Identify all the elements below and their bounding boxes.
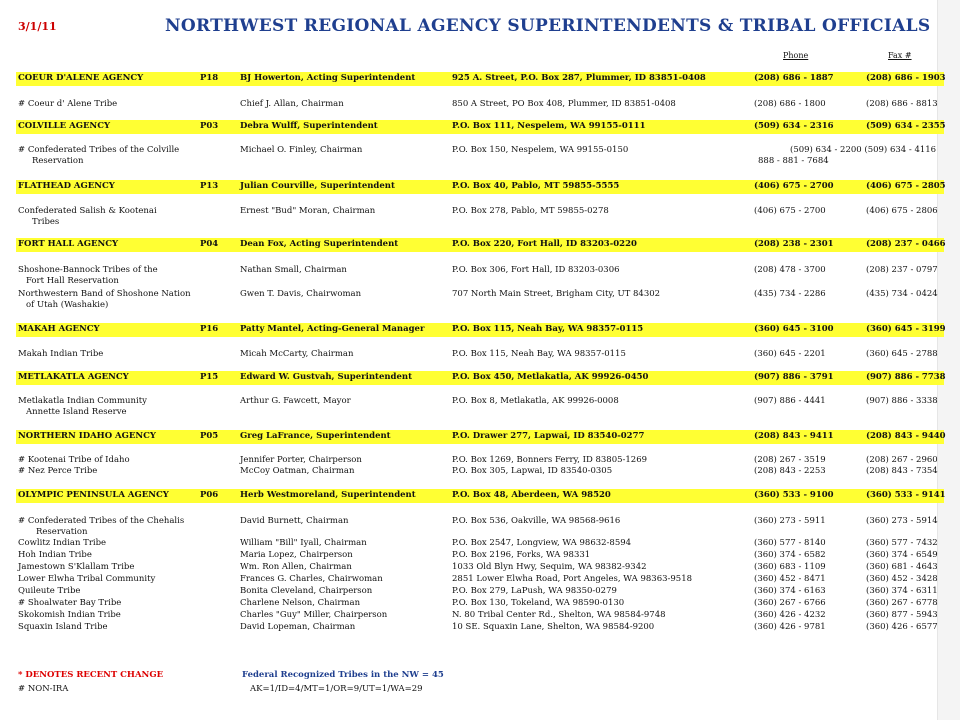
agency-official: Dean Fox, Acting Superintendent — [240, 239, 399, 249]
agency-phone: (208) 843 - 9411 — [754, 431, 834, 441]
tribe-phone: (406) 675 - 2700 — [754, 206, 826, 216]
tribe-address: P.O. Box 2547, Longview, WA 98632-8594 — [452, 538, 632, 548]
tribe-row-cont — [16, 299, 944, 313]
agency-phone: (406) 675 - 2700 — [754, 181, 834, 191]
tribe-address: P.O. Box 130, Tokeland, WA 98590-0130 — [452, 598, 625, 608]
federal-state-breakdown: AK=1/ID=4/MT=1/OR=9/UT=1/WA=29 — [250, 684, 423, 694]
agency-code: P18 — [200, 73, 219, 83]
agency-fax: (907) 886 - 7738 — [866, 372, 946, 382]
tribe-row — [16, 348, 944, 362]
tribe-phone: (360) 267 - 6766 — [754, 598, 826, 608]
agency-phone: (360) 533 - 9100 — [754, 490, 834, 500]
tribe-name: Shoshone-Bannock Tribes of the — [18, 265, 158, 275]
tribe-address: P.O. Box 536, Oakville, WA 98568-9616 — [452, 516, 621, 526]
tribe-address: P.O. Box 8, Metlakatla, AK 99926-0008 — [452, 396, 619, 406]
tribe-official: Nathan Small, Chairman — [240, 265, 347, 275]
agency-code: P06 — [200, 490, 219, 500]
agency-fax: (360) 645 - 3199 — [866, 324, 946, 334]
agency-row-flathead — [16, 180, 944, 194]
agency-name: NORTHERN IDAHO AGENCY — [18, 431, 156, 441]
tribe-official: Chief J. Allan, Chairman — [240, 99, 344, 109]
agency-row-northern-idaho — [16, 430, 944, 444]
tribe-official: Micah McCarty, Chairman — [240, 349, 354, 359]
tribe-official: Bonita Cleveland, Chairperson — [240, 586, 373, 596]
tribe-name: Metlakatla Indian Community — [18, 396, 147, 406]
tribe-name: # Coeur d' Alene Tribe — [18, 99, 118, 109]
agency-address: P.O. Box 115, Neah Bay, WA 98357-0115 — [452, 324, 644, 334]
tribe-fax: (360) 452 - 3428 — [866, 574, 938, 584]
phone-column-header: Phone — [783, 51, 809, 60]
fax-column-header: Fax # — [888, 51, 912, 60]
tribe-name-cont: Reservation — [36, 527, 88, 537]
tribe-name: Confederated Salish & Kootenai — [18, 206, 157, 216]
tribe-row — [16, 621, 944, 635]
tribe-official: Jennifer Porter, Chairperson — [240, 455, 362, 465]
tribe-fax: (208) 267 - 2960 — [866, 455, 938, 465]
tribe-fax: (360) 577 - 7432 — [866, 538, 938, 548]
tribe-name-cont: Fort Hall Reservation — [26, 276, 119, 286]
tribe-address: 850 A Street, PO Box 408, Plummer, ID 83851-0408 — [452, 99, 676, 109]
tribe-phone: (360) 374 - 6163 — [754, 586, 826, 596]
tribe-row — [16, 465, 944, 479]
tribe-address: 10 SE. Squaxin Lane, Shelton, WA 98584-9200 — [452, 622, 655, 632]
agency-address: P.O. Box 40, Pablo, MT 59855-5555 — [452, 181, 620, 191]
agency-row-makah — [16, 323, 944, 337]
legend-non-ira: # NON-IRA — [18, 684, 69, 694]
tribe-fax: (208) 843 - 7354 — [866, 466, 938, 476]
tribe-name-cont: of Utah (Washakie) — [26, 300, 109, 310]
agency-phone: (509) 634 - 2316 — [754, 121, 834, 131]
tribe-fax: (360) 273 - 5914 — [866, 516, 938, 526]
tribe-fax: (907) 886 - 3338 — [866, 396, 938, 406]
tribe-address: P.O. Box 306, Fort Hall, ID 83203-0306 — [452, 265, 620, 275]
tribe-name: # Confederated Tribes of the Chehalis — [18, 516, 185, 526]
tribe-fax: (360) 267 - 6778 — [866, 598, 938, 608]
tribe-name: Quileute Tribe — [18, 586, 81, 596]
tribe-phone: (360) 273 - 5911 — [754, 516, 826, 526]
tribe-address: P.O. Box 150, Nespelem, WA 99155-0150 — [452, 145, 629, 155]
tribe-address: P.O. Box 305, Lapwai, ID 83540-0305 — [452, 466, 613, 476]
agency-name: COLVILLE AGENCY — [18, 121, 111, 131]
tribe-official: David Burnett, Chairman — [240, 516, 349, 526]
tribe-address: 707 North Main Street, Brigham City, UT 84302 — [452, 289, 661, 299]
tribe-phone: (509) 634 - 2200 (509) 634 - 4116 — [790, 145, 937, 155]
tribe-name-cont: Reservation — [32, 156, 84, 166]
tribe-address: P.O. Box 2196, Forks, WA 98331 — [452, 550, 591, 560]
tribe-address: P.O. Box 279, LaPush, WA 98350-0279 — [452, 586, 617, 596]
tribe-official: David Lopeman, Chairman — [240, 622, 356, 632]
tribe-address: 2851 Lower Elwha Road, Port Angeles, WA 98363-9518 — [452, 574, 693, 584]
tribe-name: Cowlitz Indian Tribe — [18, 538, 107, 548]
tribe-phone: (360) 426 - 4232 — [754, 610, 826, 620]
tribe-fax: (208) 237 - 0797 — [866, 265, 938, 275]
tribe-name: Jamestown S'Klallam Tribe — [18, 562, 135, 572]
agency-address: P.O. Box 450, Metlakatla, AK 99926-0450 — [452, 372, 649, 382]
tribe-address: 1033 Old Blyn Hwy, Sequim, WA 98382-9342 — [452, 562, 647, 572]
tribe-name: # Kootenai Tribe of Idaho — [18, 455, 130, 465]
tribe-official: Charlene Nelson, Chairman — [240, 598, 361, 608]
tribe-name: Squaxin Island Tribe — [18, 622, 108, 632]
agency-fax: (406) 675 - 2805 — [866, 181, 946, 191]
agency-fax: (208) 686 - 1903 — [866, 73, 946, 83]
tribe-official: Wm. Ron Allen, Chairman — [240, 562, 352, 572]
tribe-row — [16, 98, 944, 112]
agency-address: P.O. Box 220, Fort Hall, ID 83203-0220 — [452, 239, 637, 249]
document-title: NORTHWEST REGIONAL AGENCY SUPERINTENDENTS & TRIBAL OFFICIALS — [165, 16, 931, 36]
tribe-official: Arthur G. Fawcett, Mayor — [240, 396, 351, 406]
tribe-phone: (360) 452 - 8471 — [754, 574, 826, 584]
tribe-phone: (360) 426 - 9781 — [754, 622, 826, 632]
agency-row-colville — [16, 120, 944, 134]
agency-row-metlakatla — [16, 371, 944, 385]
agency-name: MAKAH AGENCY — [18, 324, 100, 334]
agency-official: Greg LaFrance, Superintendent — [240, 431, 391, 441]
agency-code: P04 — [200, 239, 219, 249]
tribe-phone: (208) 478 - 3700 — [754, 265, 826, 275]
tribe-official: Michael O. Finley, Chairman — [240, 145, 363, 155]
agency-official: Herb Westmoreland, Superintendent — [240, 490, 416, 500]
agency-row-olympic-peninsula — [16, 489, 944, 503]
tribe-phone: (208) 686 - 1800 — [754, 99, 826, 109]
tribe-fax: 888 - 881 - 7684 — [758, 156, 829, 166]
tribe-official: McCoy Oatman, Chairman — [240, 466, 355, 476]
agency-phone: (208) 686 - 1887 — [754, 73, 834, 83]
tribe-fax: (435) 734 - 0424 — [866, 289, 938, 299]
tribe-name-cont: Annette Island Reserve — [26, 407, 127, 417]
agency-official: Edward W. Gustvah, Superintendent — [240, 372, 412, 382]
tribe-phone: (435) 734 - 2286 — [754, 289, 826, 299]
tribe-fax: (360) 426 - 6577 — [866, 622, 938, 632]
tribe-fax: (360) 877 - 5943 — [866, 610, 938, 620]
tribe-row-cont — [16, 406, 944, 420]
agency-code: P03 — [200, 121, 219, 131]
tribe-name: Makah Indian Tribe — [18, 349, 104, 359]
tribe-phone: (208) 267 - 3519 — [754, 455, 826, 465]
tribe-official: William "Bill" Iyall, Chairman — [240, 538, 367, 548]
tribe-row-cont — [16, 216, 944, 230]
agency-code: P15 — [200, 372, 219, 382]
agency-phone: (907) 886 - 3791 — [754, 372, 834, 382]
agency-row-fort-hall — [16, 238, 944, 252]
tribe-official: Maria Lopez, Chairperson — [240, 550, 353, 560]
legend-recent-change: * DENOTES RECENT CHANGE — [18, 670, 164, 680]
agency-fax: (208) 237 - 0466 — [866, 239, 946, 249]
agency-fax: (509) 634 - 2355 — [866, 121, 946, 131]
tribe-official: Charles "Guy" Miller, Chairperson — [240, 610, 388, 620]
tribe-name: Skokomish Indian Tribe — [18, 610, 121, 620]
tribe-address: N. 80 Tribal Center Rd., Shelton, WA 98584-9748 — [452, 610, 666, 620]
agency-row-coeur-dalene — [16, 72, 944, 86]
tribe-address: P.O. Box 278, Pablo, MT 59855-0278 — [452, 206, 609, 216]
document-date: 3/1/11 — [18, 20, 57, 33]
federal-recognized-count: Federal Recognized Tribes in the NW = 45 — [242, 670, 444, 680]
agency-official: BJ Howerton, Acting Superintendent — [240, 73, 416, 83]
agency-address: P.O. Drawer 277, Lapwai, ID 83540-0277 — [452, 431, 645, 441]
tribe-row-cont — [16, 275, 944, 289]
tribe-phone: (907) 886 - 4441 — [754, 396, 826, 406]
tribe-row-cont — [16, 155, 944, 169]
agency-address: 925 A. Street, P.O. Box 287, Plummer, ID 83851-0408 — [452, 73, 706, 83]
tribe-name: Lower Elwha Tribal Community — [18, 574, 156, 584]
tribe-phone: (360) 683 - 1109 — [754, 562, 826, 572]
agency-name: OLYMPIC PENINSULA AGENCY — [18, 490, 169, 500]
agency-address: P.O. Box 48, Aberdeen, WA 98520 — [452, 490, 611, 500]
tribe-fax: (360) 374 - 6311 — [866, 586, 938, 596]
agency-fax: (208) 843 - 9440 — [866, 431, 946, 441]
tribe-address: P.O. Box 1269, Bonners Ferry, ID 83805-1269 — [452, 455, 648, 465]
tribe-fax: (208) 686 - 8813 — [866, 99, 938, 109]
agency-address: P.O. Box 111, Nespelem, WA 99155-0111 — [452, 121, 646, 131]
agency-name: METLAKATLA AGENCY — [18, 372, 129, 382]
agency-official: Debra Wulff, Superintendent — [240, 121, 378, 131]
agency-phone: (208) 238 - 2301 — [754, 239, 834, 249]
tribe-fax: (406) 675 - 2806 — [866, 206, 938, 216]
tribe-name: # Nez Perce Tribe — [18, 466, 98, 476]
tribe-name-cont: Tribes — [32, 217, 60, 227]
agency-name: FORT HALL AGENCY — [18, 239, 119, 249]
tribe-fax: (360) 681 - 4643 — [866, 562, 938, 572]
agency-code: P05 — [200, 431, 219, 441]
tribe-official: Gwen T. Davis, Chairwoman — [240, 289, 362, 299]
tribe-official: Ernest "Bud" Moran, Chairman — [240, 206, 376, 216]
agency-name: FLATHEAD AGENCY — [18, 181, 115, 191]
tribe-name: # Shoalwater Bay Tribe — [18, 598, 122, 608]
agency-code: P13 — [200, 181, 219, 191]
tribe-official: Frances G. Charles, Chairwoman — [240, 574, 383, 584]
agency-fax: (360) 533 - 9141 — [866, 490, 946, 500]
agency-official: Julian Courville, Superintendent — [240, 181, 395, 191]
tribe-address: P.O. Box 115, Neah Bay, WA 98357-0115 — [452, 349, 626, 359]
agency-official: Patty Mantel, Acting-General Manager — [240, 324, 425, 334]
agency-code: P16 — [200, 324, 219, 334]
tribe-name: Hoh Indian Tribe — [18, 550, 92, 560]
tribe-fax: (360) 645 - 2788 — [866, 349, 938, 359]
tribe-phone: (208) 843 - 2253 — [754, 466, 826, 476]
tribe-phone: (360) 645 - 2201 — [754, 349, 826, 359]
tribe-name: Northwestern Band of Shoshone Nation — [18, 289, 191, 299]
agency-phone: (360) 645 - 3100 — [754, 324, 834, 334]
tribe-name: # Confederated Tribes of the Colville — [18, 145, 180, 155]
tribe-fax: (360) 374 - 6549 — [866, 550, 938, 560]
tribe-phone: (360) 577 - 8140 — [754, 538, 826, 548]
tribe-phone: (360) 374 - 6582 — [754, 550, 826, 560]
agency-name: COEUR D'ALENE AGENCY — [18, 73, 144, 83]
